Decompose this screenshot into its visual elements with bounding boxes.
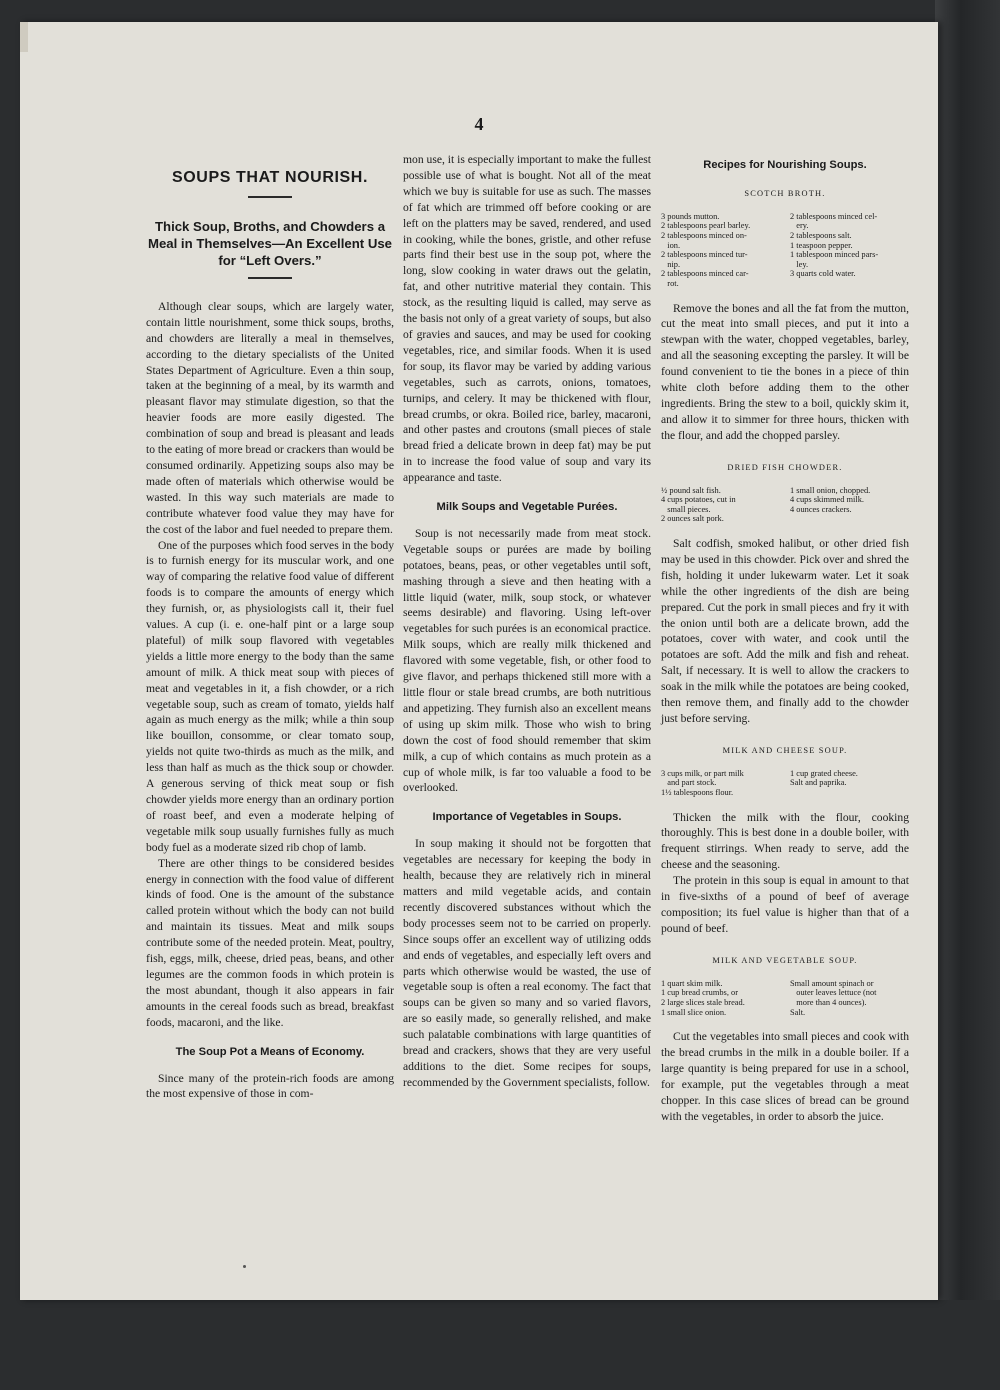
ingredient-line: 2 tablespoons minced cel- [790,211,878,221]
article-paragraph: mon use, it is especially important to make the fullest possible use of what is bought. Not all of the meat which we buy is suitable for use as such. The masses of fat which are trimmed off before cooking or are left on the platters may be saved, rendered, and used in cooking, while the bones, gristle, and other refuse parts find their best use in the soup pot, where the long, slow cooking in water draws out the gelatin, fat, and other nutritive material they contain. This stock, as the resulting liquid is called, may serve as the basis not only of a great variety of soups, but also of gravies and sauces, and may be used for cooking vegetables, rice, and similar foods. When it is used for soup, its flavor may be varied by adding various vegetables, such as carrots, onions, tomatoes, turnips, and celery. It may be thickened with flour, bread crumbs, or okra. Boiled rice, barley, macaroni, and other pastes and croutons (small pieces of stale bread fried a delicate brown in deep fat) may be put in to increase the food value of soup and vary its appearance and taste. [403,153,651,485]
ingredient-line: 3 quarts cold water. [790,269,856,279]
section-heading-recipes: Recipes for Nourishing Soups. [703,159,867,171]
ingredient-list [661,212,909,289]
recipe-title: MILK AND CHEESE SOUP. [722,745,848,755]
ingredient-line: ery. [790,221,809,231]
ingredient-line: 1 cup bread crumbs, or [661,988,738,998]
ingredient-line: 2 ounces salt pork. [661,514,724,524]
ingredient-line: rot. [661,278,679,288]
ingredient-line: 1 small onion, chopped. [790,485,871,495]
ingredient-line: 2 tablespoons minced car- [661,269,749,279]
recipe-block [661,743,909,937]
title-rule [248,196,292,198]
ingredient-line: outer leaves lettuce (not [790,988,877,998]
article-paragraph: One of the purposes which food serves in the body is to furnish energy for its muscular work, and one way of comparing the relative food value of different foods is to compare the amounts of energy which they furnish, or, as physiologists call it, their fuel values. A cup (i. e. one-half pint or a large soup plateful) of milk soup flavored with vegetables yields a little more energy to the body than the same amount of milk. A thick meat soup with pieces of meat and vegetables in it, a fish chowder, or a rich vegetable soup, such as cream of tomato, yields half again as much energy as the milk; while a thin soup like bouillon, consomme, or clear tomato soup, yields not quite two-thirds as much as the milk, and less than half as much as the thick soup or chowder. A generous serving of thick meat soup or fish chowder yields more energy than an ordinary portion of roast beef, and even a moderate helping of vegetable milk soup usually furnishes fully as much body fuel as a moderate sized rib chop of lamb. [146,538,394,854]
ingredient-line: 1½ tablespoons flour. [661,787,734,797]
article-paragraph: Since many of the protein-rich foods are among the most expensive of those in com- [146,1071,394,1101]
ingredient-line: small pieces. [661,504,711,514]
ingredient-line: Salt and paprika. [790,778,847,788]
ingredient-column [790,486,909,524]
ingredient-column [661,769,780,798]
recipe-title: DRIED FISH CHOWDER. [727,462,843,472]
adjacent-page-edge [935,0,1000,1300]
ingredient-line: more than 4 ounces). [790,997,867,1007]
newspaper-page [20,22,938,1300]
ingredient-line: and part stock. [661,778,717,788]
ingredient-line: 4 cups potatoes, cut in [661,495,736,505]
ingredient-line: 2 tablespoons pearl barley. [661,221,751,231]
section-heading-economy: The Soup Pot a Means of Economy. [175,1045,365,1058]
recipe-block [661,953,909,1125]
ingredient-line: ½ pound salt fish. [661,485,721,495]
ingredient-line: 2 tablespoons minced tur- [661,250,748,260]
recipe-directions: Thicken the milk with the flour, cooking thoroughly. This is best done in a double boiler, with frequent stirrings. When ready to serve, add the cheese and the seasoning. [661,810,909,872]
ingredient-column [790,212,909,289]
article-paragraph: In soup making it should not be forgotten that vegetables are necessary for keeping the body in health, because they are relatively rich in mineral matters and mild vegetable acids, and contain recently discovered substances without which the body processes seem not to be carried on properly. Since soups offer an excellent way of utilizing odds and ends of vegetables, and especially left overs and parts which otherwise would be wasted, the use of vegetable soup is often a real economy. The fact that soups can be given so many and so varied flavors, are so easily made, so generally relished, and make such palatable combinations with large quantities of bread and crackers, shows that they are very useful additions to the diet. Some recipes for soups, recommended by the Government specialists, follow. [403,837,651,1089]
ingredient-line: 3 pounds mutton. [661,211,720,221]
ingredient-line: 3 cups milk, or part milk [661,768,744,778]
ingredient-column [790,769,909,798]
article-paragraph: Although clear soups, which are largely water, contain little nourishment, some thick soups, broths, and chowders are literally a meal in themselves, according to the dietary specialists of the United States Department of Agriculture. Even a thin soup, taken at the beginning of a meal, by its warmth and pleasant flavor may stimulate digestion, so that the heavier foods are more easily digested. The combination of soup and bread is pleasant and leads to the eating of more bread or crackers than would be consumed ordinarily. Appetizing soups also may be made often of materials which otherwise would be wasted. In this way such materials are made to contribute whatever food value they may have for the cost of the labor and fuel needed to prepare them. [146,299,394,536]
section-heading-milk-soups: Milk Soups and Vegetable Purées. [436,501,618,514]
ingredient-line: Salt. [790,1007,806,1017]
ingredient-line: 1 tablespoon minced pars- [790,250,879,260]
page-corner-fold [20,22,28,52]
ingredient-line: ion. [661,240,681,250]
recipe-title: MILK AND VEGETABLE SOUP. [712,955,858,965]
column-2 [403,152,651,1091]
recipe-directions: Salt codfish, smoked halibut, or other dried fish may be used in this chowder. Pick over and shred the fish, holding it under lukewarm water. Let it soak while the other ingredients of the dish are being prepared. Cut the pork in small pieces and fry it with the onion until both are a delicate brown, add the potatoes, cover with water, and cook until the potatoes are soft. Add the milk and fish and reheat. Salt, if necessary. It is well to allow the crackers to soak in the milk while the potatoes are being cooked, then remove them, and finally add to the chowder just before serving. [661,537,909,725]
column-3 [661,152,909,1125]
section-heading-vegetables: Importance of Vegetables in Soups. [432,811,622,824]
recipe-block [661,186,909,444]
ingredient-line: nip. [661,259,681,269]
ingredient-column [661,486,780,524]
article-subtitle: Thick Soup, Broths, and Chowders a Meal in Themselves—An Excellent Use for “Left Overs.” [147,218,393,268]
ingredient-line: 2 tablespoons minced on- [661,231,747,240]
ingredient-line: 4 cups skimmed milk. [790,495,864,505]
ingredient-line: 4 ounces crackers. [790,504,852,514]
recipe-directions: Remove the bones and all the fat from the mutton, cut the meat into small pieces, and put it into a stewpan with the water, chopped vegetables, barley, and all the seasoning excepting the parsley. It will be found convenient to tie the bones in a piece of thin white cloth before adding them to the other ingredients. Bring the stew to a boil, quickly skim it, and allow it to simmer for three hours, thicken with the flour, and add the chopped parsley. [661,301,909,442]
ingredient-line: 1 cup grated cheese. [790,768,858,778]
recipe-list [661,186,909,1125]
article-title: SOUPS THAT NOURISH. [171,169,368,186]
ingredient-column [661,979,780,1017]
ingredient-line: ley. [790,259,809,269]
article-paragraph: Soup is not necessarily made from meat stock. Vegetable soups or purées are made by boiling potatoes, beans, peas, or other vegetables until soft, mashing through a sieve and then heating with a little liquid (water, milk, soup stock, or whatever seems desirable) and flavoring. Using left-over vegetables for such purées is an economical practice. Milk soups, which are really milk thickened and flavored with some vegetable, fish, or other food to give flavor, and perhaps thickened still more with a little flour or stale bread crumbs, are both nutritious and appetizing. They furnish also an excellent means of using up skim milk. Those who wish to bring down the cost of food should remember that skim milk, a cup of which contains as much protein as a cup of whole milk, is far too valuable a food to be overlooked. [403,526,651,795]
ingredient-line: 1 teaspoon pepper. [790,240,853,250]
recipe-directions: The protein in this soup is equal in amount to that in five-sixths of a pound of beef of average composition; its fuel value is higher than that of a pound of beef. [661,874,909,935]
print-speck [243,1265,246,1268]
ingredient-column [661,212,780,289]
article-paragraph: There are other things to be considered besides energy in connection with the food value of different kinds of food. One is the amount of the substance called protein without which the body can not build and maintain its tissues. Meat and milk soups contribute some of the needed protein. Meat, poultry, fish, eggs, milk, cheese, dried peas, beans, and other legumes are the common foods in which protein is the most abundant, though it also appears in fair amounts in the cereal foods such as bread, breakfast foods, macaroni, and the like. [146,856,394,1029]
ingredient-list [661,486,909,524]
ingredient-column [790,979,909,1017]
subtitle-rule [248,277,292,279]
ingredient-list [661,769,909,798]
page-number: 4 [474,114,484,134]
recipe-block [661,460,909,727]
recipe-title: SCOTCH BROTH. [744,188,826,198]
column-1 [146,152,394,1102]
ingredient-line: 1 small slice onion. [661,1007,727,1017]
ingredient-line: 2 tablespoons salt. [790,231,852,240]
ingredient-line: 1 quart skim milk. [661,978,723,988]
ingredient-list [661,979,909,1017]
recipe-directions: Cut the vegetables into small pieces and cook with the bread crumbs in the milk in a double boiler. If a large quantity is being prepared for use in a school, for example, put the vegetables through a meat chopper. In this case slices of bread can be ground with the vegetables, in order to absorb the juice. [661,1030,909,1123]
ingredient-line: 2 large slices stale bread. [661,997,745,1007]
ingredient-line: Small amount spinach or [790,978,874,988]
